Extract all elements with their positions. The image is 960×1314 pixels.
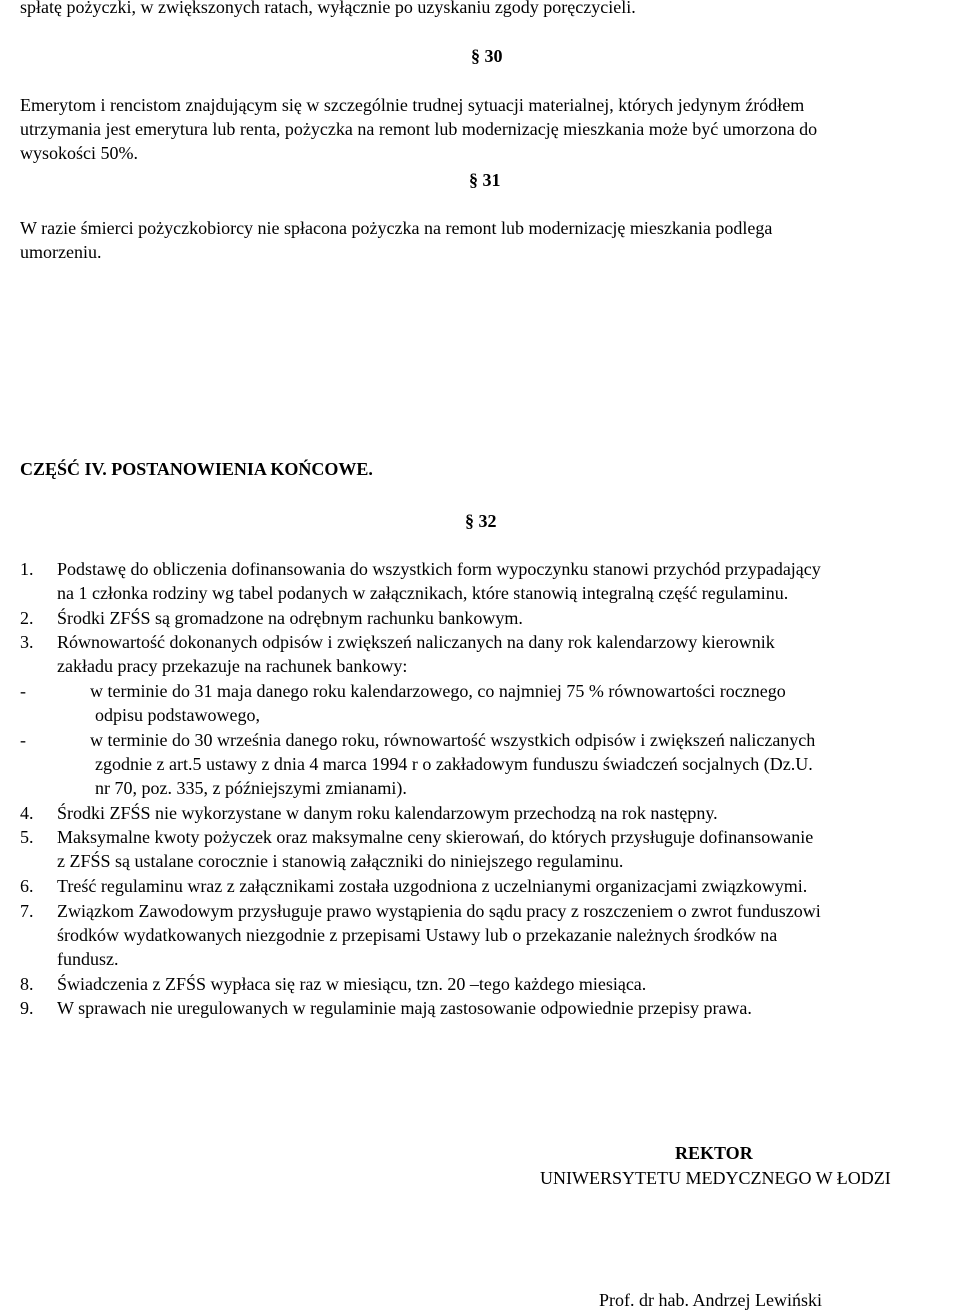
dash-item-1-line: w terminie do 31 maja danego roku kalendarzowego, co najmniej 75 % równowartości rocznego (90, 681, 786, 701)
section-30-line: wysokości 50%. (20, 143, 138, 163)
section-31-line: umorzeniu. (20, 242, 102, 262)
item-line: z ZFŚS są ustalane corocznie i stanowią załączniki do niniejszego regulaminu. (57, 851, 624, 871)
signature-name: Prof. dr hab. Andrzej Lewiński (599, 1290, 822, 1310)
item-9-text (57, 996, 752, 1020)
item-line: Maksymalne kwoty pożyczek oraz maksymalne ceny skierowań, do których przysługuje dofinansowanie (57, 827, 814, 847)
item-line: Świadczenia z ZFŚS wypłaca się raz w miesiącu, tzn. 20 –tego każdego miesiąca. (57, 974, 647, 994)
item-number: 1. (20, 559, 34, 579)
item-number: 5. (20, 827, 34, 847)
item-7-text (57, 899, 821, 971)
item-line: Podstawę do obliczenia dofinansowania do wszystkich form wypoczynku stanowi przychód przypadający (57, 559, 821, 579)
section-32-sign: § 32 (465, 511, 497, 531)
item-line: Równowartość dokonanych odpisów i zwiększeń naliczanych na dany rok kalendarzowy kierownik (57, 632, 775, 652)
item-3-text (57, 630, 775, 678)
item-2-text (57, 606, 523, 630)
item-line: Środki ZFŚS są gromadzone na odrębnym rachunku bankowym. (57, 608, 523, 628)
section-31-line: W razie śmierci pożyczkobiorcy nie spłacona pożyczka na remont lub modernizację mieszkania podlega (20, 218, 773, 238)
item-5-text (57, 825, 813, 873)
section-30-line: Emerytom i rencistom znajdującym się w szczególnie trudnej sytuacji materialnej, których jedynym źródłem (20, 95, 805, 115)
item-number: 9. (20, 998, 34, 1018)
item-line: zakładu pracy przekazuje na rachunek bankowy: (57, 656, 408, 676)
section-31-text (20, 216, 960, 264)
item-line: środków wydatkowanych niezgodnie z przepisami Ustawy lub o przekazanie należnych środków na (57, 925, 778, 945)
item-number: 3. (20, 632, 34, 652)
item-number: 4. (20, 803, 34, 823)
section-30-sign: § 30 (471, 46, 503, 66)
item-6-text (57, 874, 807, 898)
signature-institution: UNIWERSYTETU MEDYCZNEGO W ŁODZI (540, 1168, 891, 1188)
item-number: 2. (20, 608, 34, 628)
item-number: 6. (20, 876, 34, 896)
dash-item-2-line: zgodnie z art.5 ustawy z dnia 4 marca 1994 r o zakładowym funduszu świadczeń socjalnych (Dz.U. (95, 754, 813, 774)
section-30-text (20, 93, 960, 165)
dash-item-1-line: odpisu podstawowego, (95, 705, 260, 725)
section-31-sign: § 31 (469, 170, 501, 190)
section-30-line: utrzymania jest emerytura lub renta, pożyczka na remont lub modernizację mieszkania może być umorzona do (20, 119, 818, 139)
part-heading: CZĘŚĆ IV. POSTANOWIENIA KOŃCOWE. (20, 459, 373, 479)
signature-title: REKTOR (675, 1143, 753, 1163)
item-1-text (57, 557, 821, 605)
item-line: Związkom Zawodowym przysługuje prawo wystąpienia do sądu pracy z roszczeniem o zwrot funduszowi (57, 901, 821, 921)
item-line: fundusz. (57, 949, 119, 969)
item-8-text (57, 972, 646, 996)
item-4-text (57, 801, 718, 825)
item-line: na 1 członka rodziny wg tabel podanych w załącznikach, które stanowią integralną część regulaminu. (57, 583, 789, 603)
dash-item-2-line: nr 70, poz. 335, z późniejszymi zmianami). (95, 778, 407, 798)
top-fragment: spłatę pożyczki, w zwiększonych ratach, wyłącznie po uzyskaniu zgody poręczycieli. (20, 0, 636, 17)
dash-bullet: - (20, 730, 26, 750)
item-line: W sprawach nie uregulowanych w regulaminie mają zastosowanie odpowiednie przepisy prawa. (57, 998, 752, 1018)
item-line: Treść regulaminu wraz z załącznikami została uzgodniona z uczelnianymi organizacjami związkowymi. (57, 876, 808, 896)
item-number: 8. (20, 974, 34, 994)
dash-item-2-line: w terminie do 30 września danego roku, równowartość wszystkich odpisów i zwiększeń naliczanych (90, 730, 816, 750)
item-number: 7. (20, 901, 34, 921)
dash-bullet: - (20, 681, 26, 701)
item-line: Środki ZFŚS nie wykorzystane w danym roku kalendarzowym przechodzą na rok następny. (57, 803, 718, 823)
